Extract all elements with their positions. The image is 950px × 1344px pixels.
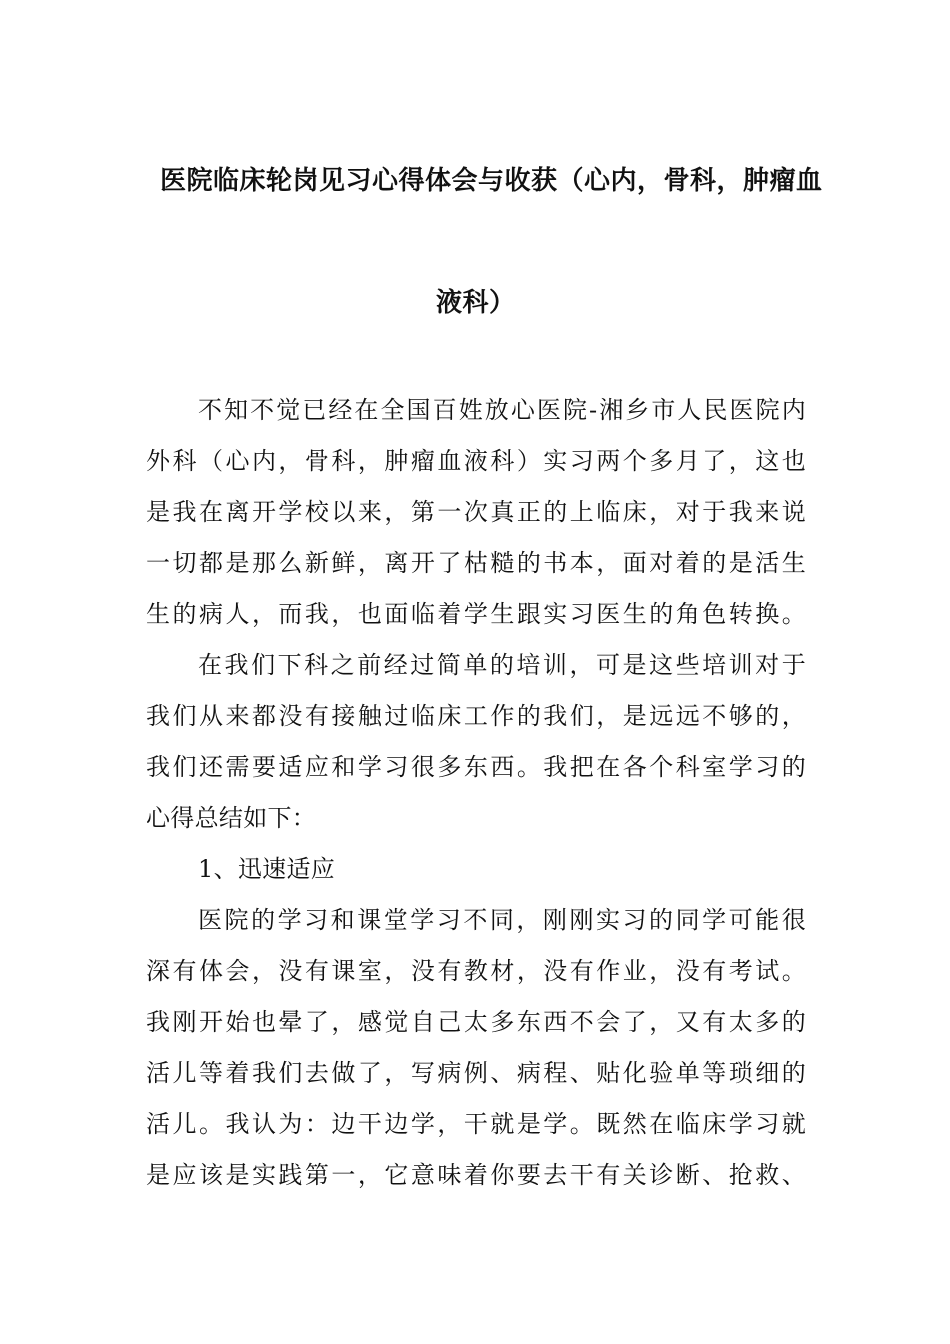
document-title-line-2: 液科） <box>436 288 516 318</box>
paragraph-line: 外科（心内，骨科，肿瘤血液科）实习两个多月了，这也 <box>146 447 806 475</box>
paragraph-line: 活儿等着我们去做了，写病例、病程、贴化验单等琐细的 <box>146 1059 806 1087</box>
paragraph-line: 活儿。我认为：边干边学，干就是学。既然在临床学习就 <box>146 1110 806 1138</box>
paragraph-line: 生的病人，而我，也面临着学生跟实习医生的角色转换。 <box>146 600 806 628</box>
paragraph-line: 不知不觉已经在全国百姓放心医院-湘乡市人民医院内 <box>198 396 806 424</box>
section-heading: 1、迅速适应 <box>198 855 336 883</box>
paragraph-line: 医院的学习和课堂学习不同，刚刚实习的同学可能很 <box>198 906 806 934</box>
paragraph-line: 深有体会，没有课室，没有教材，没有作业，没有考试。 <box>146 957 806 985</box>
paragraph-line: 我们还需要适应和学习很多东西。我把在各个科室学习的 <box>146 753 806 781</box>
document-title-line-1: 医院临床轮岗见习心得体会与收获（心内，骨科，肿瘤血 <box>160 166 823 196</box>
paragraph-line: 在我们下科之前经过简单的培训，可是这些培训对于 <box>198 651 806 679</box>
paragraph-line: 我们从来都没有接触过临床工作的我们，是远远不够的， <box>146 702 806 730</box>
document-body <box>146 392 806 1208</box>
paragraph-line: 心得总结如下： <box>146 804 317 832</box>
paragraph-line: 一切都是那么新鲜，离开了枯糙的书本，面对着的是活生 <box>146 549 806 577</box>
paragraph-line: 是我在离开学校以来，第一次真正的上临床，对于我来说 <box>146 498 806 526</box>
paragraph-line: 是应该是实践第一，它意味着你要去干有关诊断、抢救、 <box>146 1161 806 1189</box>
paragraph-line: 我刚开始也晕了，感觉自己太多东西不会了，又有太多的 <box>146 1008 806 1036</box>
